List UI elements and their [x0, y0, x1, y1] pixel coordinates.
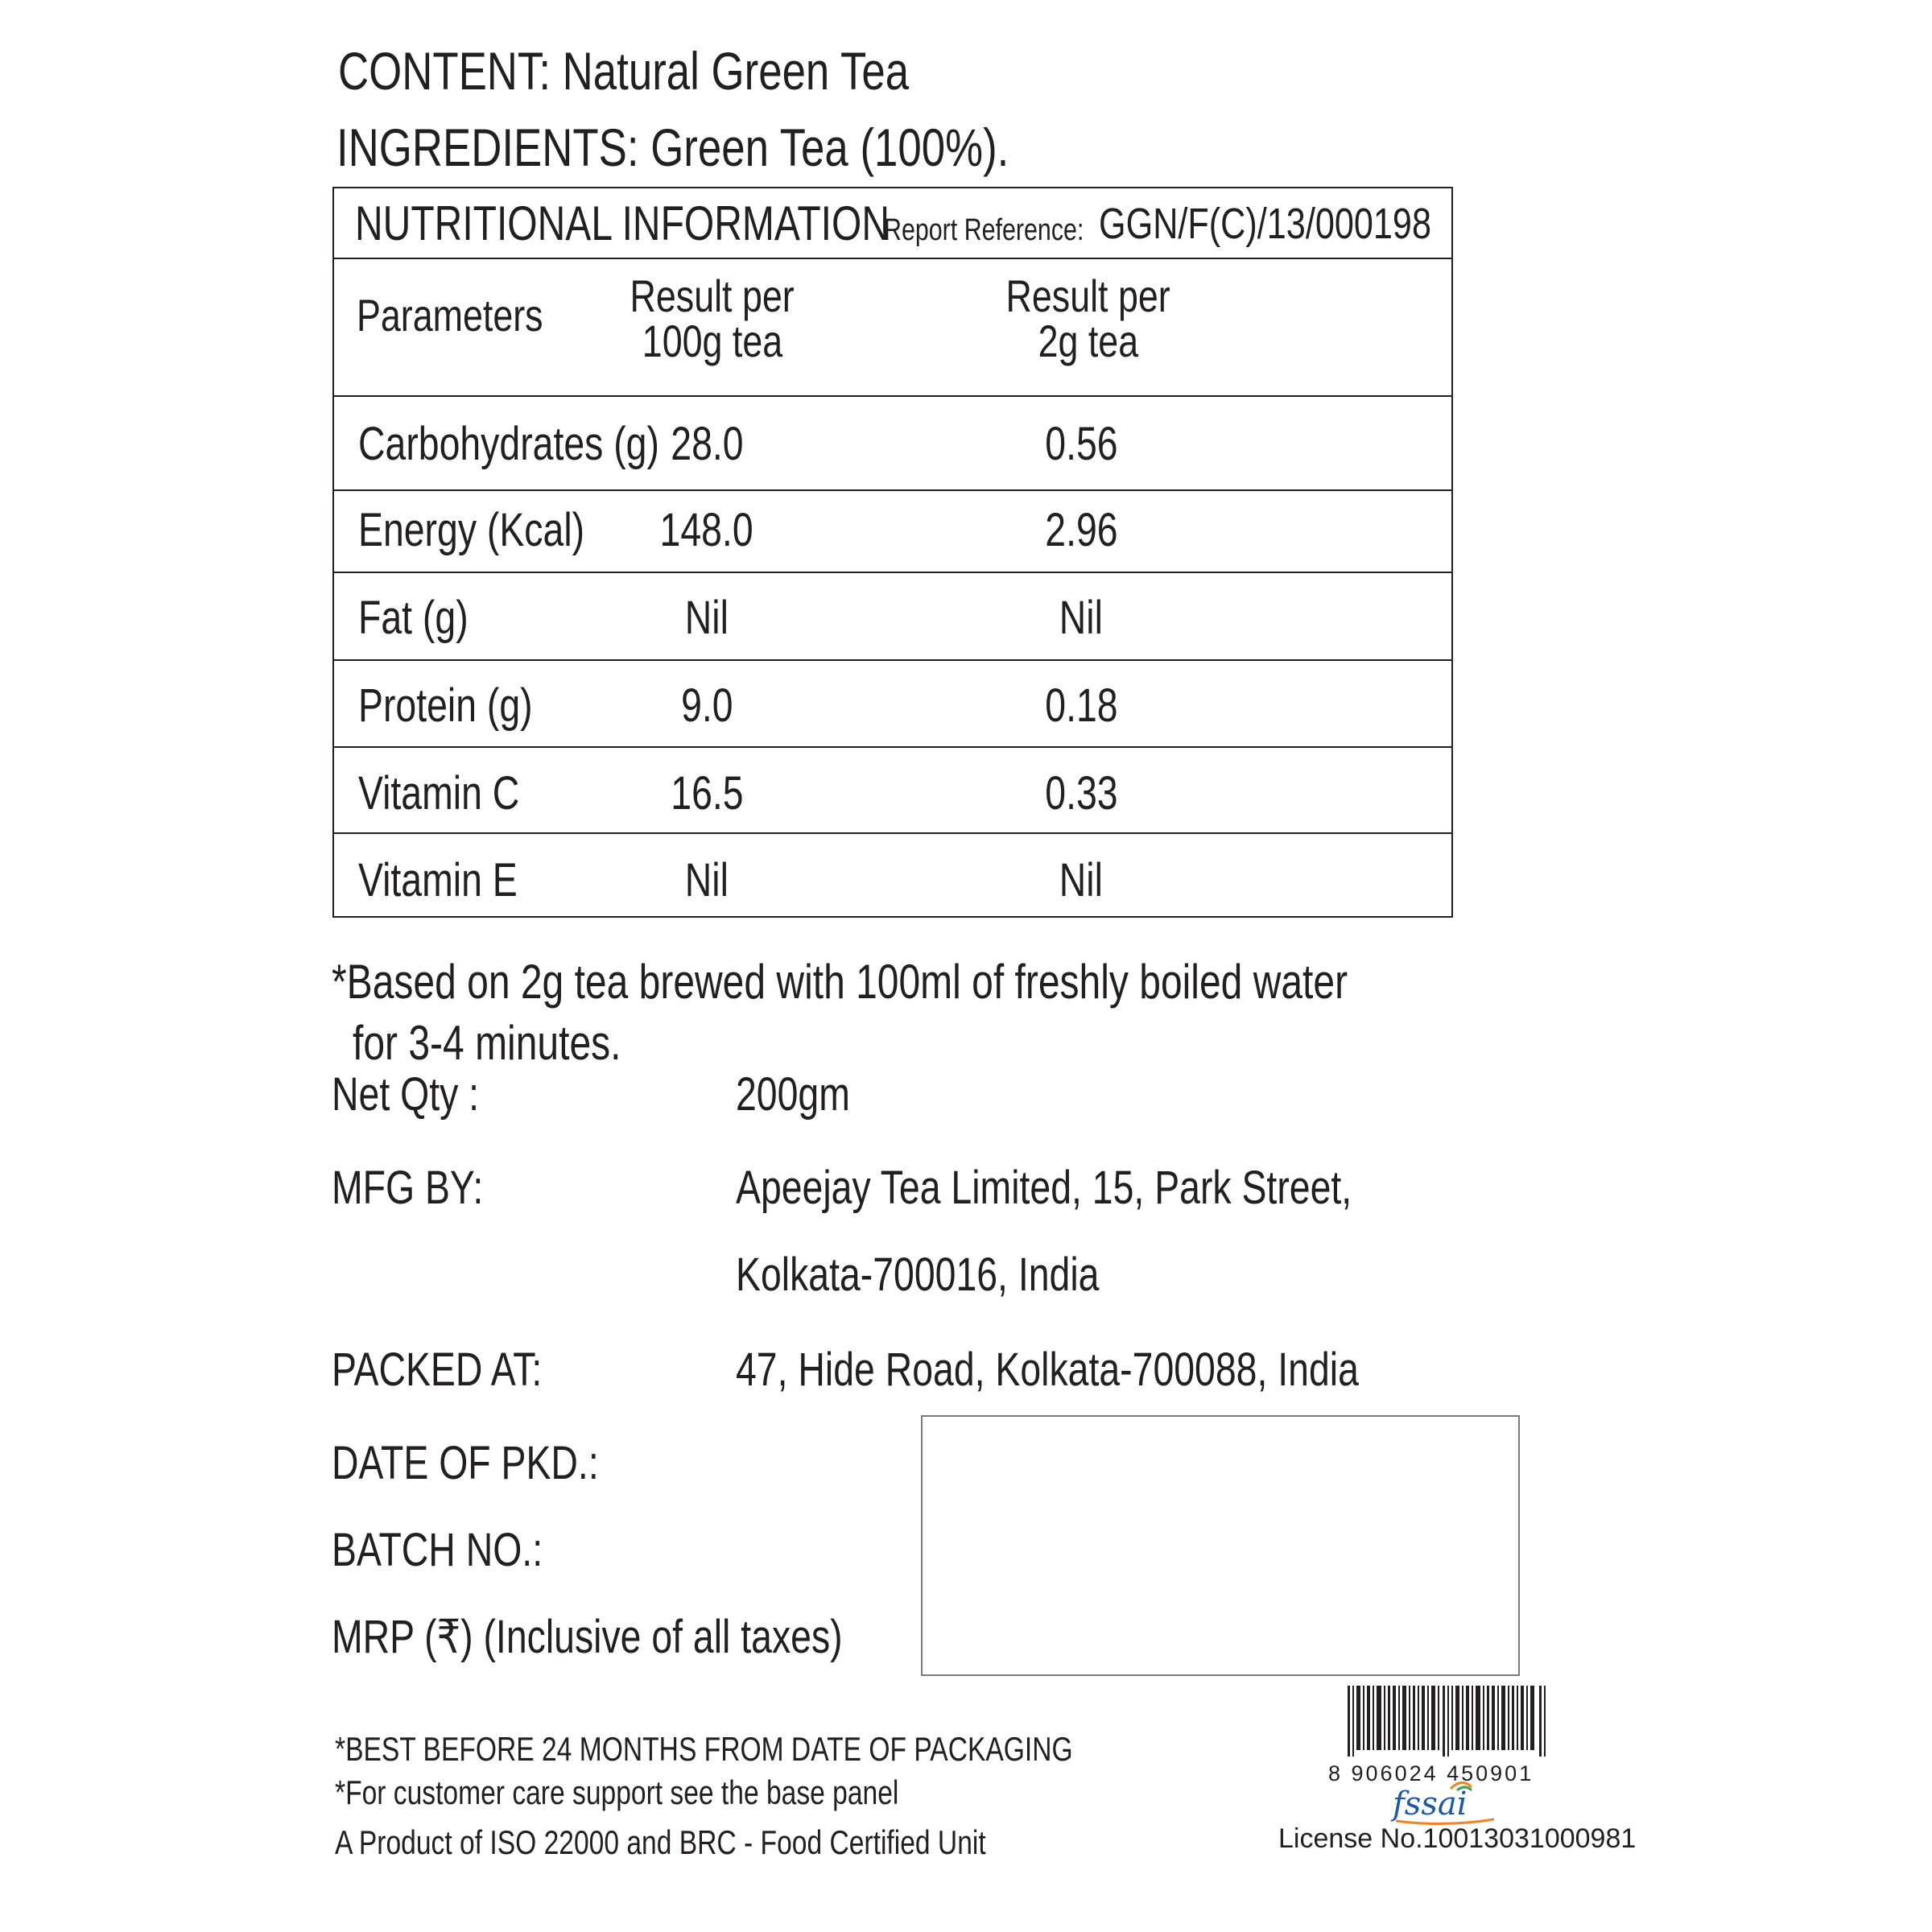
table-row-label: Vitamin E [358, 854, 518, 906]
barcode-icon [1346, 1686, 1551, 1757]
mfg-label: MFG BY: [332, 1162, 484, 1214]
table-cell: 0.33 [1044, 767, 1118, 819]
customer-care-note: *For customer care support see the base panel [335, 1773, 899, 1811]
packed-at-value: 47, Hide Road, Kolkata-700088, India [736, 1344, 1359, 1396]
nutrition-title: NUTRITIONAL INFORMATION [355, 196, 890, 250]
table-cell: 9.0 [680, 679, 733, 732]
header-per-100g: Result per 100g tea [630, 270, 795, 366]
table-cell: Nil [1059, 592, 1104, 644]
table-divider [334, 489, 1451, 491]
svg-text:fssai: fssai [1393, 1785, 1468, 1823]
mfg-address-line2: Kolkata-700016, India [736, 1249, 1100, 1301]
table-row-label: Vitamin C [358, 767, 520, 819]
best-before-note: *BEST BEFORE 24 MONTHS FROM DATE OF PACKAGING [335, 1730, 1073, 1768]
batch-number-label: BATCH NO.: [332, 1524, 543, 1576]
fssai-license-number: License No.10013031000981 [1278, 1823, 1637, 1854]
table-cell: 148.0 [659, 504, 754, 556]
ingredients-value: Green Tea (100%). [650, 118, 1009, 177]
header-parameters: Parameters [357, 290, 543, 341]
brewing-footnote: *Based on 2g tea brewed with 100ml of freshly boiled water for 3-4 minutes. [332, 955, 1348, 1070]
packed-at-label: PACKED AT: [332, 1344, 543, 1396]
table-cell: 0.56 [1044, 418, 1118, 470]
fssai-logo [1388, 1779, 1501, 1827]
table-divider [334, 659, 1451, 661]
ingredients-line [336, 115, 1177, 180]
net-qty-label: Net Qty : [332, 1068, 480, 1121]
content-label: CONTENT: [338, 41, 551, 101]
report-reference-label: Report Reference: [884, 213, 1084, 247]
table-divider [334, 746, 1451, 748]
header-per-2g: Result per 2g tea [1005, 270, 1171, 366]
ingredients-label: INGREDIENTS: [336, 118, 639, 177]
table-row-label: Fat (g) [358, 592, 469, 644]
table-cell: 28.0 [670, 418, 744, 470]
table-row-label: Carbohydrates (g) [358, 418, 659, 470]
table-divider [334, 832, 1451, 834]
table-cell: Nil [684, 592, 729, 644]
content-value: Natural Green Tea [562, 41, 910, 101]
mfg-address-line1: Apeejay Tea Limited, 15, Park Street, [736, 1162, 1352, 1214]
table-divider [334, 572, 1451, 573]
print-stamp-box [921, 1415, 1520, 1676]
table-row-label: Energy (Kcal) [358, 504, 585, 556]
date-of-packing-label: DATE OF PKD.: [332, 1437, 599, 1489]
table-divider [334, 258, 1451, 259]
table-row-label: Protein (g) [358, 679, 533, 732]
table-cell: 16.5 [670, 767, 744, 819]
report-reference-value: GGN/F(C)/13/000198 [1099, 200, 1431, 248]
certification-note: A Product of ISO 22000 and BRC - Food Certified Unit [335, 1823, 986, 1861]
table-cell: Nil [684, 854, 729, 906]
content-line [338, 39, 1051, 103]
table-cell: 0.18 [1044, 679, 1118, 732]
net-qty-value: 200gm [736, 1068, 850, 1121]
mrp-label: MRP (₹) (Inclusive of all taxes) [332, 1611, 843, 1663]
nutrition-table [332, 187, 1453, 918]
table-cell: 2.96 [1044, 504, 1118, 556]
table-divider [334, 395, 1451, 397]
barcode-number: 8 906024 450901 [1328, 1761, 1534, 1785]
table-cell: Nil [1059, 854, 1104, 906]
